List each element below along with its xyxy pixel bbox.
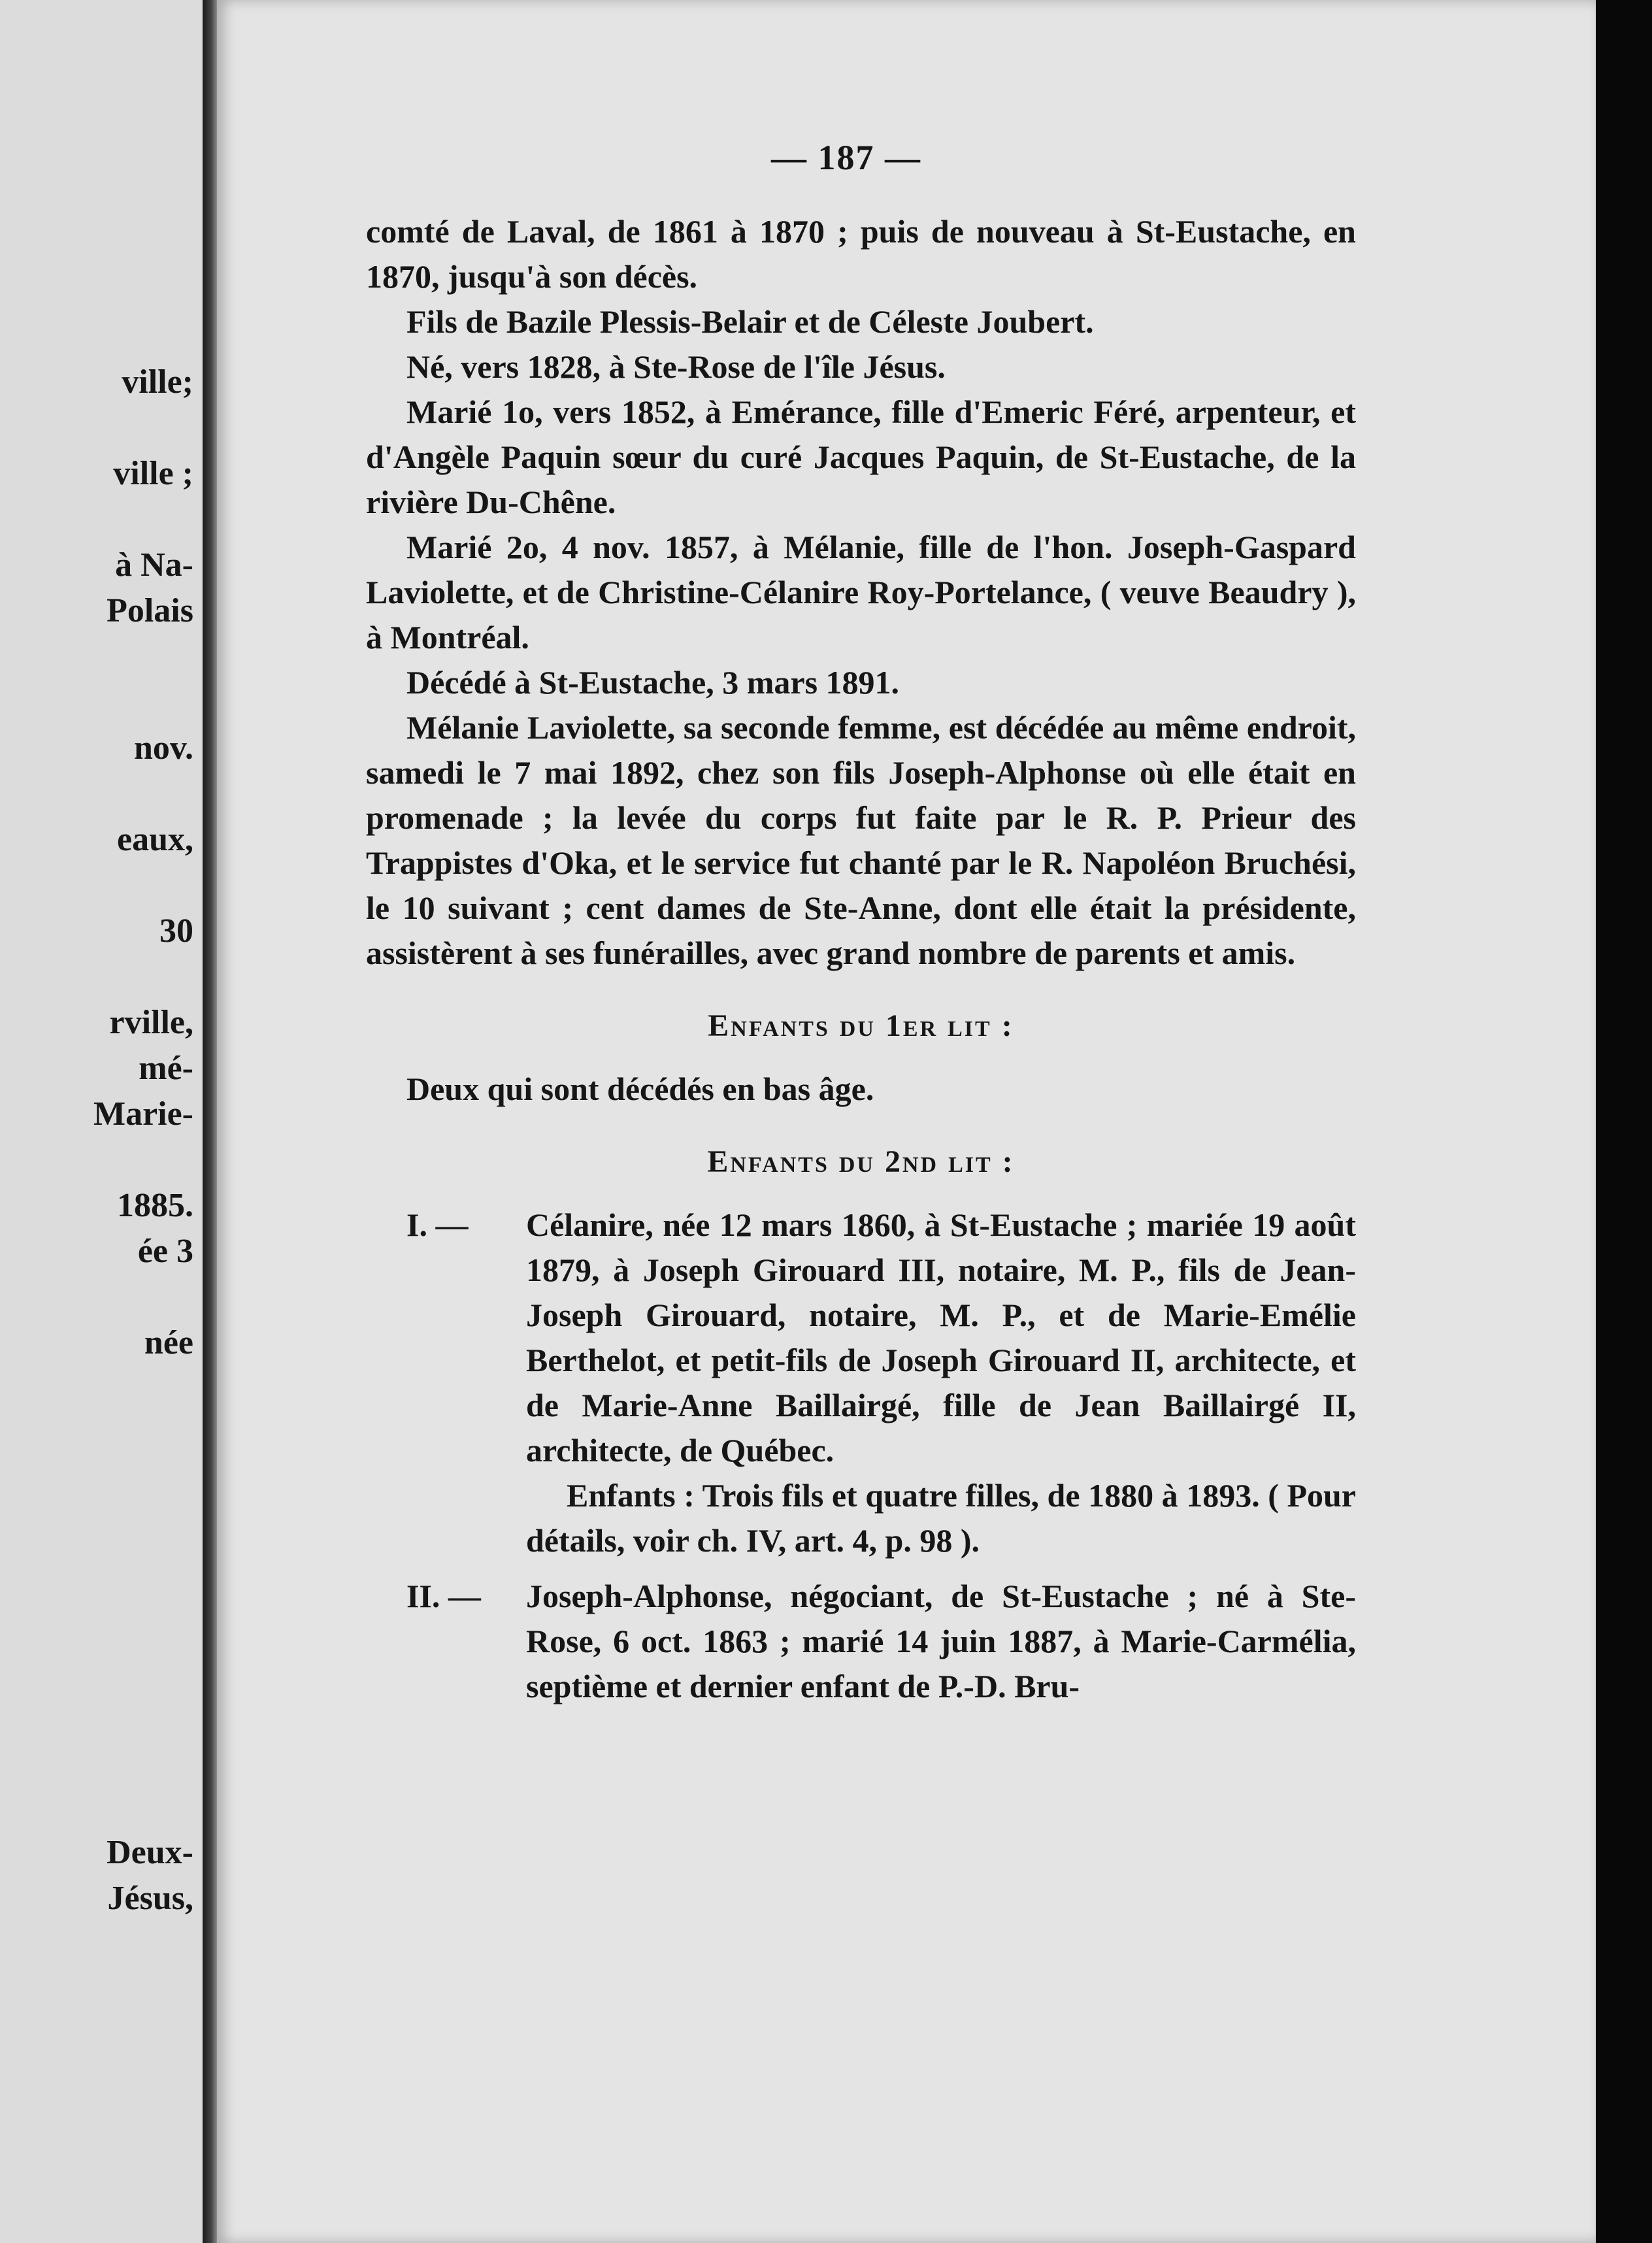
paragraph: Mélanie Laviolette, sa seconde femme, est décédée au même endroit, samedi le 7 mai 1892, chez son fils Joseph-Alphonse où elle était en promenade ; la levée du corps fut faite par le R. P. Prieur des Trappistes d'Oka, et le service fut chanté par le R. Napoléon Bruchési, le 10 suivant ; cent dames de Ste-Anne, dont elle était la présidente, assistèrent à ses funérailles, avec grand nombre de parents et amis. bbox=[366, 709, 1356, 971]
book-gutter bbox=[203, 0, 217, 2243]
left-fragment: mé- bbox=[139, 1050, 193, 1087]
left-fragment: eaux, bbox=[117, 821, 193, 858]
paragraph: Décédé à St-Eustache, 3 mars 1891. bbox=[406, 664, 900, 701]
section-heading: Enfants du 2nd lit : bbox=[707, 1144, 1015, 1179]
paragraph: Deux qui sont décédés en bas âge. bbox=[406, 1071, 874, 1107]
paragraph: Marié 1o, vers 1852, à Emérance, fille d'Emeric Féré, arpenteur, et d'Angèle Paquin sœur du curé Jacques Paquin, de St-Eustache, de la rivière Du-Chêne. bbox=[366, 393, 1356, 520]
child-entry bbox=[366, 1203, 1356, 1563]
entry-subtext: Enfants : Trois fils et quatre filles, de 1880 à 1893. ( Pour détails, voir ch. IV, art. 4, p. 98 ). bbox=[526, 1477, 1356, 1559]
left-fragment: ée 3 bbox=[137, 1233, 193, 1270]
left-fragment: Polais bbox=[107, 592, 193, 629]
paragraph: Né, vers 1828, à Ste-Rose de l'île Jésus. bbox=[406, 348, 946, 385]
entry-number: I. — bbox=[406, 1206, 469, 1243]
left-fragment: rville, bbox=[109, 1004, 193, 1041]
page-number: — 187 — bbox=[771, 138, 921, 177]
entry-text: Joseph-Alphonse, négociant, de St-Eustache ; né à Ste-Rose, 6 oct. 1863 ; marié 14 juin 1887, à Marie-Carmélia, septième et dernier enfant de P.-D. Bru- bbox=[526, 1578, 1356, 1704]
body-text bbox=[366, 209, 1356, 1709]
entry-text: Célanire, née 12 mars 1860, à St-Eustache ; mariée 19 août 1879, à Joseph Girouard III, notaire, M. P., fils de Jean-Joseph Girouard, notaire, M. P., et de Marie-Emélie Berthelot, et petit-fils de Joseph Girouard II, architecte, et de Marie-Anne Baillairgé, fille de Jean Baillairgé II, architecte, de Québec. bbox=[526, 1206, 1356, 1469]
left-fragment: à Na- bbox=[115, 546, 193, 584]
left-facing-page bbox=[0, 0, 203, 2243]
left-fragment: ville ; bbox=[113, 455, 193, 492]
left-fragment: 1885. bbox=[117, 1187, 193, 1224]
left-fragment: Marie- bbox=[93, 1095, 193, 1133]
left-fragment: nov. bbox=[133, 729, 193, 767]
child-entry bbox=[366, 1574, 1356, 1709]
paragraph: Fils de Bazile Plessis-Belair et de Céleste Joubert. bbox=[406, 303, 1094, 340]
left-fragment: ville; bbox=[122, 363, 193, 401]
left-fragment: Deux- bbox=[107, 1834, 193, 1871]
left-fragment: 30 bbox=[159, 912, 193, 950]
left-fragment: née bbox=[144, 1324, 193, 1361]
section-heading: Enfants du 1er lit : bbox=[708, 1008, 1014, 1043]
right-page-edge bbox=[1596, 0, 1652, 2243]
entry-number: II. — bbox=[406, 1578, 481, 1614]
paragraph: comté de Laval, de 1861 à 1870 ; puis de nouveau à St-Eustache, en 1870, jusqu'à son décès. bbox=[366, 213, 1356, 295]
left-fragment: Jésus, bbox=[107, 1880, 193, 1917]
paragraph: Marié 2o, 4 nov. 1857, à Mélanie, fille de l'hon. Joseph-Gaspard Laviolette, et de Christine-Célanire Roy-Portelance, ( veuve Beaudry ), à Montréal. bbox=[366, 529, 1356, 656]
